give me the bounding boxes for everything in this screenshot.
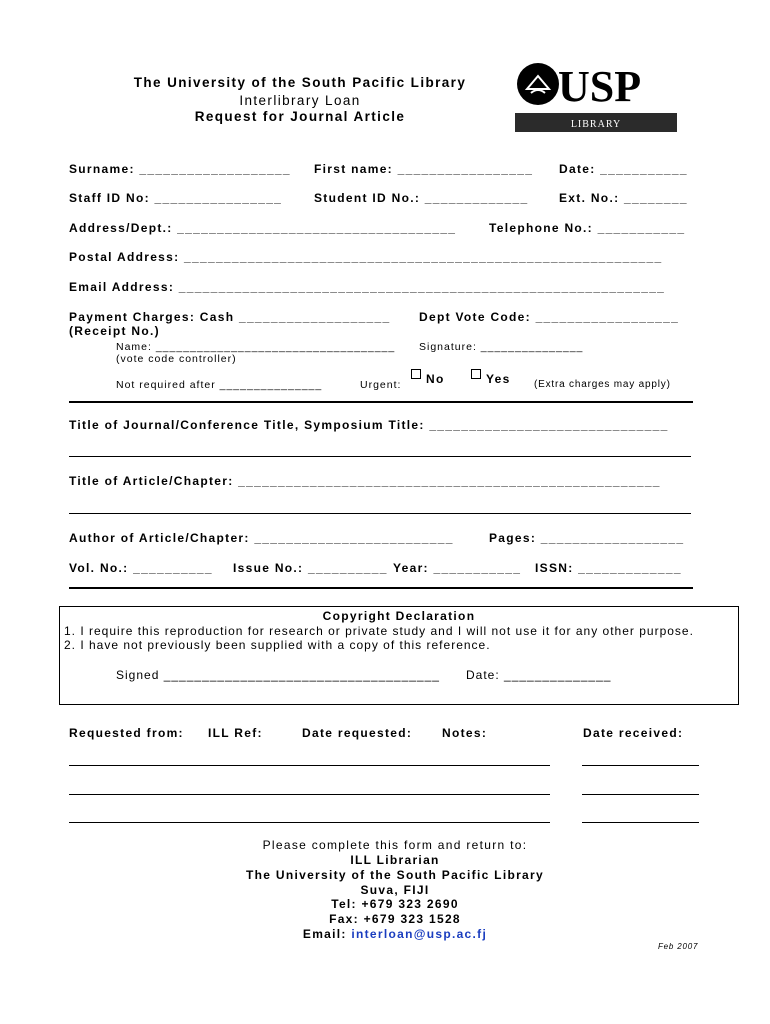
no-label: No <box>426 372 445 386</box>
date-received-line[interactable] <box>582 765 699 766</box>
staff-id-field[interactable]: Staff ID No: ________________ <box>69 191 283 205</box>
controller-label: (vote code controller) <box>116 353 237 365</box>
surname-field[interactable]: Surname: ___________________ <box>69 162 291 176</box>
footer-email <box>180 927 610 941</box>
telephone-field[interactable]: Telephone No.: ___________ <box>489 221 686 235</box>
student-id-field[interactable]: Student ID No.: _____________ <box>314 191 529 205</box>
date-field[interactable]: Date: ___________ <box>559 162 688 176</box>
no-checkbox[interactable] <box>411 369 421 379</box>
notes-label: Notes: <box>442 726 488 740</box>
email-address-field[interactable]: Email Address: _____________________________________________________________ <box>69 280 666 294</box>
logo-band-text: LIBRARY <box>570 119 622 130</box>
form-university-title: The University of the South Pacific Library <box>133 75 467 90</box>
footer-telephone: Tel: +679 323 2690 <box>331 897 459 911</box>
requested-from-label: Requested from: <box>69 726 184 740</box>
librarian-name: ILL Librarian <box>350 853 440 867</box>
urgent-yes-option[interactable] <box>471 369 511 386</box>
office-line[interactable] <box>69 794 550 795</box>
form-title: Request for Journal Article <box>194 109 406 124</box>
footer-email-label: Email: <box>302 927 347 941</box>
date-received-line[interactable] <box>582 822 699 823</box>
address-dept-field[interactable]: Address/Dept.: ___________________________________ <box>69 221 457 235</box>
section-divider <box>69 587 693 589</box>
copyright-signed-field[interactable]: Signed ____________________________________ <box>116 668 440 682</box>
issn-field[interactable]: ISSN: _____________ <box>535 561 682 575</box>
article-title-line[interactable] <box>69 513 691 514</box>
form-date-code: Feb 2007 <box>658 942 699 951</box>
office-line[interactable] <box>69 765 550 766</box>
urgent-no-option[interactable] <box>411 369 445 386</box>
copyright-date-field[interactable]: Date: ______________ <box>466 668 612 682</box>
year-field[interactable]: Year: ___________ <box>393 561 522 575</box>
office-line[interactable] <box>69 822 550 823</box>
journal-title-line[interactable] <box>69 456 691 457</box>
footer-fax: Fax: +679 323 1528 <box>329 912 461 926</box>
extra-charges-note: (Extra charges may apply) <box>534 379 671 390</box>
ext-field[interactable]: Ext. No.: ________ <box>559 191 688 205</box>
date-requested-label: Date requested: <box>302 726 413 740</box>
yes-checkbox[interactable] <box>471 369 481 379</box>
signature-field[interactable]: Signature: _______________ <box>419 341 584 353</box>
form-subtitle: Interlibrary Loan <box>239 93 361 108</box>
date-received-line[interactable] <box>582 794 699 795</box>
logo-text: USP <box>558 63 642 111</box>
not-required-after-field[interactable]: Not required after _______________ <box>116 379 323 391</box>
payment-cash-field[interactable]: Payment Charges: Cash ___________________ <box>69 310 391 324</box>
controller-name-field[interactable]: Name: ___________________________________ <box>116 341 396 353</box>
footer-email-link[interactable]: interloan@usp.ac.fj <box>351 927 488 941</box>
author-field[interactable]: Author of Article/Chapter: _________________________ <box>69 531 454 545</box>
receipt-label: (Receipt No.) <box>69 324 160 338</box>
volume-field[interactable]: Vol. No.: __________ <box>69 561 213 575</box>
date-received-label: Date received: <box>583 726 684 740</box>
article-title-field[interactable]: Title of Article/Chapter: _____________________________________________________ <box>69 474 661 488</box>
return-instruction: Please complete this form and return to: <box>262 838 528 852</box>
footer-location: Suva, FIJI <box>360 883 430 897</box>
issue-field[interactable]: Issue No.: __________ <box>233 561 388 575</box>
first-name-field[interactable]: First name: _________________ <box>314 162 534 176</box>
section-divider <box>69 401 693 403</box>
ill-ref-label: ILL Ref: <box>208 726 263 740</box>
yes-label: Yes <box>486 372 511 386</box>
dept-vote-code-field[interactable]: Dept Vote Code: __________________ <box>419 310 680 324</box>
copyright-statement-2: 2. I have not previously been supplied with a copy of this reference. <box>64 638 491 652</box>
journal-title-field[interactable]: Title of Journal/Conference Title, Symposium Title: ______________________________ <box>69 418 669 432</box>
copyright-statement-1: 1. I require this reproduction for research or private study and I will not use it for any other purpose. <box>64 624 694 638</box>
pages-field[interactable]: Pages: __________________ <box>489 531 685 545</box>
copyright-title: Copyright Declaration <box>322 609 476 623</box>
usp-logo <box>514 63 678 133</box>
urgent-label: Urgent: <box>360 379 402 391</box>
postal-address-field[interactable]: Postal Address: ____________________________________________________________ <box>69 250 663 264</box>
footer-university: The University of the South Pacific Library <box>246 868 544 882</box>
